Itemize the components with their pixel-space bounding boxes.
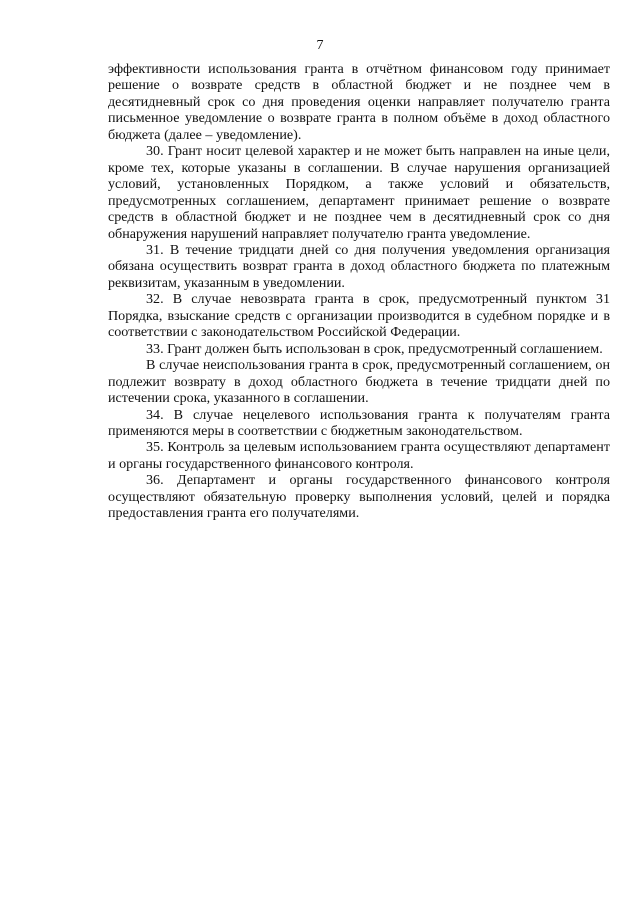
document-body [108, 61, 610, 522]
page-number: 7 [316, 38, 324, 53]
paragraph-33-continuation: В случае неиспользования гранта в срок, предусмотренный соглашением, он подлежит возврату в доход областного бюджета в течение тридцати дней по истечении срока, указанного в соглашении. [108, 357, 610, 407]
paragraph-29-continuation: эффективности использования гранта в отчётном финансовом году принимает решение о возврате средств в областной бюджет и не позднее чем в десятидневный срок со дня проведения оценки направляет получателю гранта письменное уведомление о возврате гранта в полном объёме в доход областного бюджета (далее – уведомление). [108, 61, 610, 143]
paragraph-30: 30. Грант носит целевой характер и не может быть направлен на иные цели, кроме тех, которые указаны в соглашении. В случае нарушения организацией условий, установленных Порядком, а также условий и обязательств, предусмотренных соглашением, департамент принимает решение о возврате средств в областной бюджет и не позднее чем в десятидневный срок со дня обнаружения нарушений направляет получателю гранта уведомление. [108, 143, 610, 242]
paragraph-31: 31. В течение тридцати дней со дня получения уведомления организация обязана осуществить возврат гранта в доход областного бюджета по платежным реквизитам, указанным в уведомлении. [108, 241, 610, 291]
paragraph-33: 33. Грант должен быть использован в срок, предусмотренный соглашением. [146, 340, 603, 357]
paragraph-35: 35. Контроль за целевым использованием гранта осуществляют департамент и органы государственного финансового контроля. [108, 439, 610, 472]
paragraph-32: 32. В случае невозврата гранта в срок, предусмотренный пунктом 31 Порядка, взыскание средств с организации производится в судебном порядке и в соответствии с законодательством Российской Федерации. [108, 291, 610, 341]
paragraph-36: 36. Департамент и органы государственного финансового контроля осуществляют обязательную проверку выполнения условий, целей и порядка предоставления гранта его получателями. [108, 472, 610, 522]
paragraph-34: 34. В случае нецелевого использования гранта к получателям гранта применяются меры в соответствии с бюджетным законодательством. [108, 406, 610, 439]
